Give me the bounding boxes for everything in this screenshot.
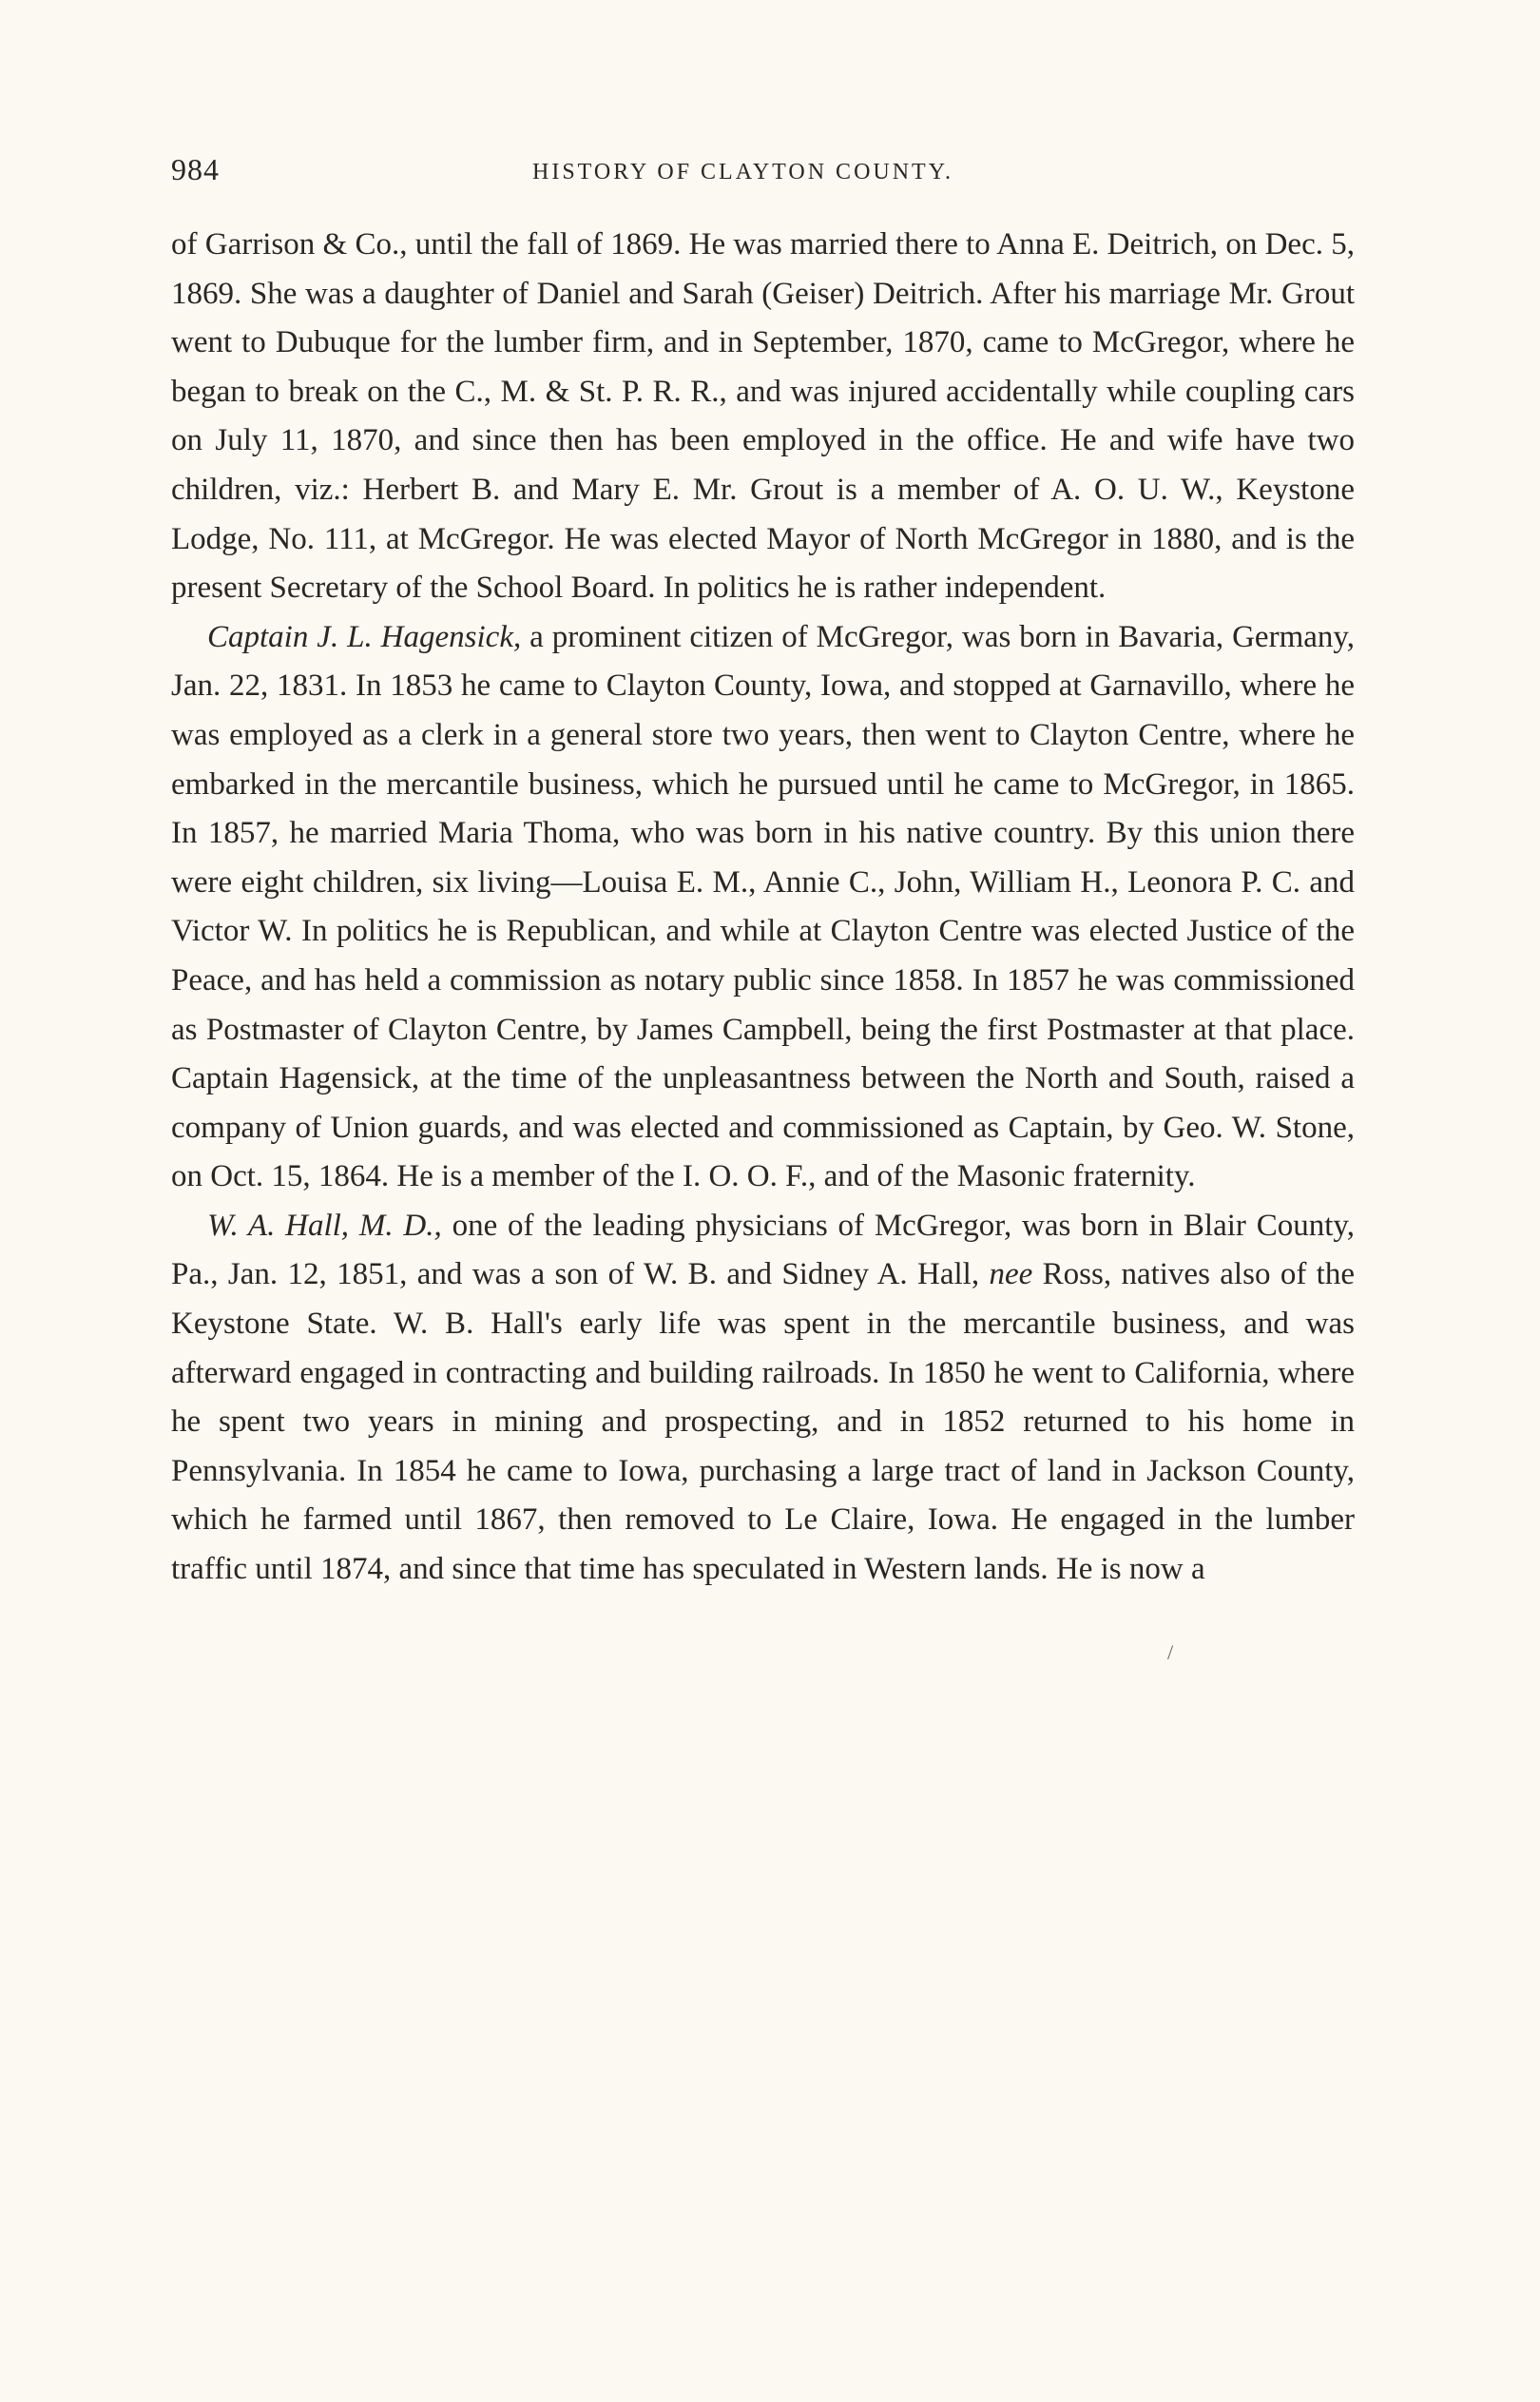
paragraph-text: one of the leading physicians of McGregor, was born in Blair County, Pa., Jan. 12, 1851, and was a son of W. B. and Sidney A. Hall,	[171, 1208, 1356, 1292]
paragraph-hagensick	[171, 613, 1355, 1202]
stray-mark: /	[1167, 1640, 1174, 1664]
body-text	[171, 221, 1355, 1595]
paragraph-hall	[171, 1202, 1355, 1595]
paragraph-text: Ross, natives also of the Keystone State. W. B. Hall's early life was spent in the mercantile business, and was afterward engaged in contracting and building railroads. In 1850 he went to California, where he spent two years in mining and prospecting, and in 1852 returned to his home in Pennsylvania. In 1854 he came to Iowa, purchasing a large tract of land in Jackson County, which he farmed until 1867, then removed to Le Claire, Iowa. He engaged in the lumber traffic until 1874, and since that time has speculated in Western lands. He is now a	[171, 1257, 1355, 1587]
page-header	[171, 152, 1355, 194]
person-name-hagensick: Captain J. L. Hagensick,	[207, 619, 522, 654]
running-head: HISTORY OF CLAYTON COUNTY.	[532, 160, 953, 184]
paragraph-grout-continued	[171, 221, 1355, 613]
person-name-hall: W. A. Hall, M. D.,	[207, 1208, 442, 1243]
paragraph-text: a prominent citizen of McGregor, was born in Bavaria, Germany, Jan. 22, 1831. In 1853 he came to Clayton County, Iowa, and stopped at Garnavillo, where he was employed as a clerk in a general store two years, then went to Clayton Centre, where he embarked in the mercantile business, which he pursued until he came to McGregor, in 1865. In 1857, he married Maria Thoma, who was born in his native country. By this union there were eight children, six living—Louisa E. M., Annie C., John, William H., Leonora P. C. and Victor W. In politics he is Republican, and while at Clayton Centre was elected Justice of the Peace, and has held a commission as notary public since 1858. In 1857 he was commissioned as Postmaster of Clayton Centre, by James Campbell, being the first Postmaster at that place. Captain Hagensick, at the time of the unpleasantness between the North and South, raised a company of Union guards, and was elected and commissioned as Captain, by Geo. W. Stone, on Oct. 15, 1864. He is a member of the I. O. O. F., and of the Masonic fraternity.	[171, 619, 1355, 1194]
paragraph-text: of Garrison & Co., until the fall of 1869. He was married there to Anna E. Deitrich, on Dec. 5, 1869. She was a daughter of Daniel and Sarah (Geiser) Deitrich. After his marriage Mr. Grout went to Dubuque for the lumber firm, and in September, 1870, came to McGregor, where he began to break on the C., M. & St. P. R. R., and was injured accidentally while coupling cars on July 11, 1870, and since then has been employed in the office. He and wife have two children, viz.: Herbert B. and Mary E. Mr. Grout is a member of A. O. U. W., Keystone Lodge, No. 111, at McGregor. He was elected Mayor of North McGregor in 1880, and is the present Secretary of the School Board. In politics he is rather independent.	[171, 227, 1355, 606]
page-number: 984	[171, 152, 220, 186]
italic-word-nee: nee	[989, 1257, 1033, 1292]
